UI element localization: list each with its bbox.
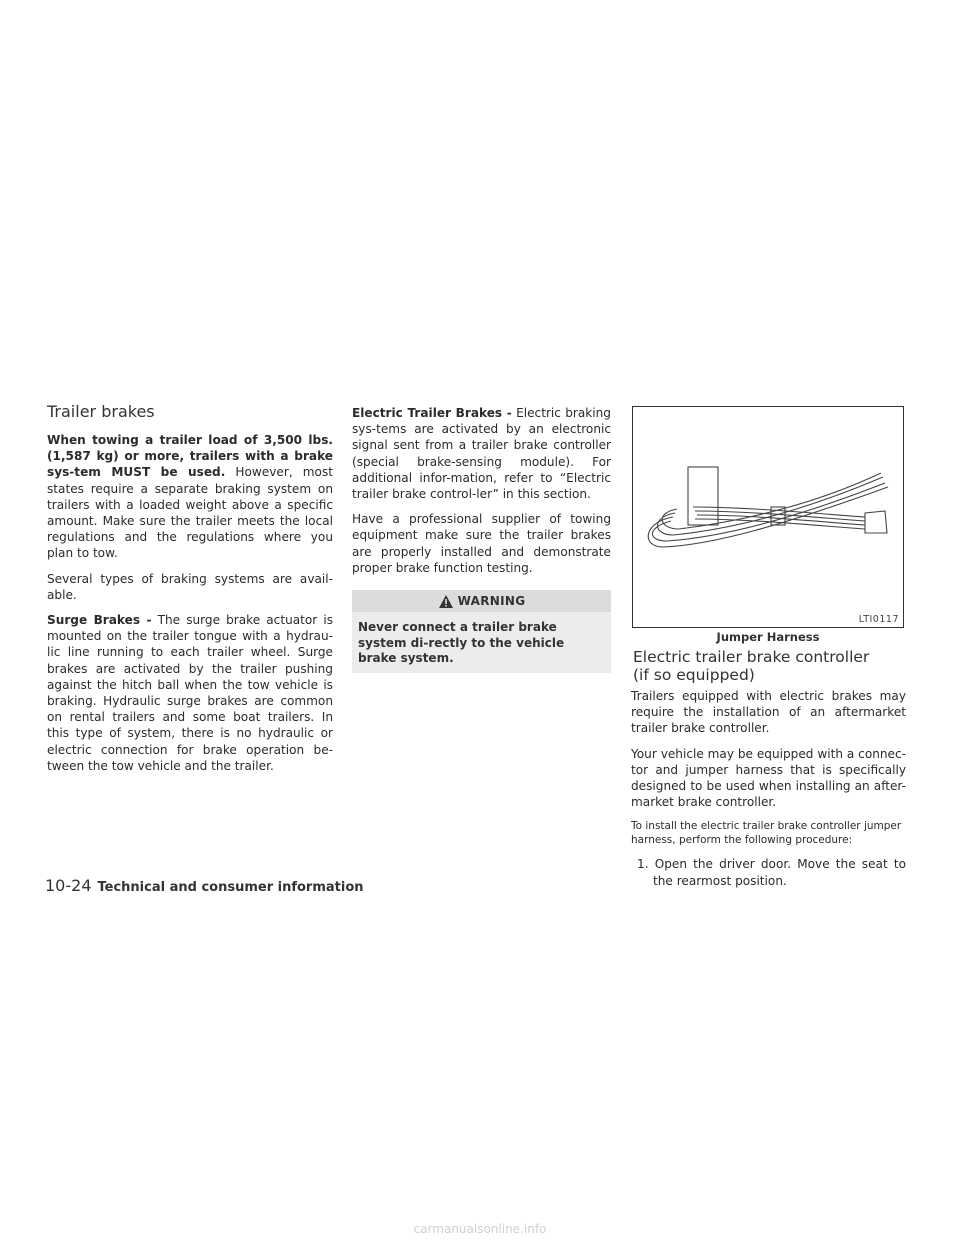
controller-heading-line1: Electric trailer brake controller bbox=[633, 648, 870, 666]
controller-paragraph-2: Your vehicle may be equipped with a connec-tor and jumper harness that is specifically designed to be used when installing an after-market brake controller. bbox=[631, 746, 906, 810]
towing-text: However, most states require a separate braking system on trailers with a loaded weight above a specific amount. Make sure the trailer meets the local regulations and the regulations where you plan to tow. bbox=[47, 465, 334, 561]
surge-label: Surge Brakes - bbox=[47, 613, 152, 628]
page-footer bbox=[45, 876, 364, 895]
towing-warning-bold: When towing a trailer load of 3,500 lbs. (1,587 kg) or more, trailers with a brake sys-tem MUST be used. bbox=[47, 433, 333, 480]
figure-caption: Jumper Harness bbox=[716, 630, 820, 644]
controller-heading bbox=[633, 648, 869, 684]
controller-paragraph-3: To install the electric trailer brake controller jumper harness, perform the following procedure: bbox=[631, 820, 902, 847]
warning-body: Never connect a trailer brake system di-rectly to the vehicle brake system. bbox=[352, 612, 611, 673]
surge-text: The surge brake actuator is mounted on the trailer tongue with a hydrau-lic line running to each trailer wheel. Surge brakes are activated by the trailer pushing against the hitch ball when the tow vehicle is braking. Hydraulic surge brakes are common on rental trailers and some boat trailers. In this type of system, there is no hydraulic or electric connection for brake operation be-tween the tow vehicle and the trailer. bbox=[47, 613, 334, 773]
jumper-harness-figure bbox=[632, 406, 904, 628]
electric-text: Electric braking sys-tems are activated by an electronic signal sent from a trailer brake controller (special brake-sensing module). For additional infor-mation, refer to “Electric trailer brake control-ler” in this section. bbox=[352, 406, 611, 502]
electric-label: Electric Trailer Brakes - bbox=[352, 406, 512, 420]
warning-header bbox=[352, 590, 611, 612]
warning-icon bbox=[438, 594, 454, 609]
types-paragraph: Several types of braking systems are avail-able. bbox=[47, 571, 333, 602]
controller-paragraph-1: Trailers equipped with electric brakes may require the installation of an aftermarket trailer brake controller. bbox=[631, 689, 906, 736]
step-1: 1. Open the driver door. Move the seat to the rearmost position. bbox=[637, 857, 906, 888]
page-number: 10-24 bbox=[45, 876, 92, 895]
chapter-title: Technical and consumer information bbox=[97, 880, 364, 895]
surge-paragraph bbox=[47, 612, 333, 774]
professional-paragraph: Have a professional supplier of towing equipment make sure the trailer brakes are properly installed and demonstrate proper brake function testing. bbox=[352, 512, 611, 575]
watermark: carmanualsonline.info bbox=[413, 1222, 547, 1236]
column-1 bbox=[47, 432, 333, 783]
electric-paragraph bbox=[352, 405, 611, 502]
warning-label: WARNING bbox=[457, 594, 526, 609]
jumper-harness-illustration bbox=[633, 407, 903, 627]
column-3 bbox=[631, 688, 906, 898]
column-2 bbox=[352, 405, 611, 673]
section-title: Trailer brakes bbox=[47, 402, 155, 421]
towing-paragraph bbox=[47, 432, 333, 562]
figure-code: LTI0117 bbox=[858, 614, 899, 625]
controller-heading-line2: (if so equipped) bbox=[633, 666, 755, 684]
